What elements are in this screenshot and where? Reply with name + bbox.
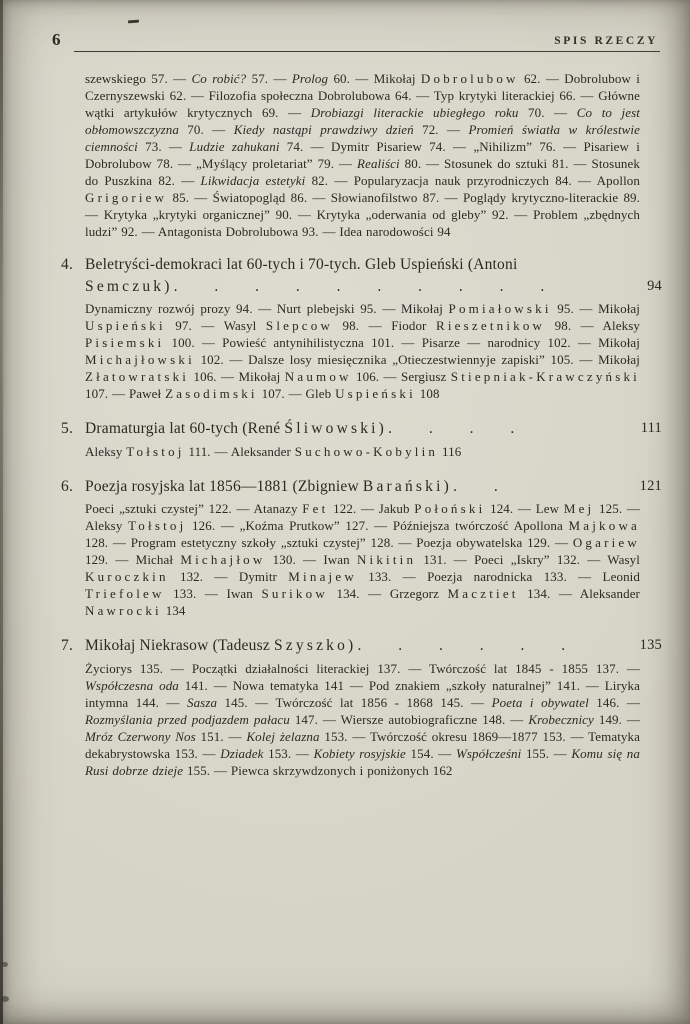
scan-speck	[2, 962, 8, 967]
entry-heading	[61, 418, 662, 440]
entry-page-number: 94	[647, 277, 662, 294]
entry-heading	[61, 635, 662, 657]
entry-details: Dynamiczny rozwój prozy 94. — Nurt plebejski 95. — Mikołaj Pomiałowski 95. — Mikołaj Uspieński 97. — Wasyl Slepcow 98. — Fiodor Rieszetnikow 98. — Aleksy Pisiemski 100. — Powieść antynihilistyczna 101. — Pisarze — narodnicy 102. — Mikołaj Michajłowski 102. — Dalsze losy miesięcznika „Otieczestwiennyje zapiski” 105. — Mikołaj Złatowratski 106. — Mikołaj Naumow 106. — Sergiusz Stiepniak-Krawczyński 107. — Paweł Zasodimski 107. — Gleb Uspieński 108	[85, 301, 640, 401]
entry-title: Beletryści-demokraci lat 60-tych i 70-tych. Gleb Uspieński (Antoni Semczuk)	[85, 256, 518, 295]
entry-details: Życiorys 135. — Początki działalności literackiej 137. — Twórczość lat 1845 - 1855 137. — Współczesna oda 141. — Nowa tematyka 141 — Pod znakiem „szkoły naturalnej” 141. — Liryka intymna 144. — Sasza 145. — Twórczość lat 1856 - 1868 145. — Poeta i obywatel 146. — Rozmyślania przed podjazdem pałacu 147. — Wiersze autobiograficzne 148. — Krobecznicy 149. — Mróz Czerwony Nos 151. — Kolej żelazna 153. — Twórczość okresu 1869—1877 153. — Tematyka dekabrystowska 153. — Dziadek 153. — Kobiety rosyjskie 154. — Współcześni 155. — Komu się na Rusi dobrze dzieje 155. — Piewca skrzywdzonych i poniżonych 162	[85, 660, 641, 778]
toc-entry	[61, 635, 662, 779]
dot-leader: . .	[453, 477, 499, 495]
toc-entry	[61, 476, 662, 620]
entry-page-number: 135	[639, 637, 662, 653]
entry-number: 5.	[61, 420, 74, 437]
dot-leader: . . . . . .	[357, 637, 567, 654]
entry-title: Mikołaj Niekrasow (Tadeusz Szyszko)	[85, 637, 358, 654]
entry-title: Poezja rosyjska lat 1856—1881 (Zbigniew Barański)	[85, 477, 454, 495]
entry-heading	[61, 476, 662, 498]
entry-number: 7.	[61, 637, 74, 654]
entry-page-number: 111	[640, 420, 662, 436]
folio-page-number: 6	[52, 30, 61, 49]
entry-page-number: 121	[639, 477, 662, 494]
entry-number: 4.	[61, 256, 74, 273]
entry-heading	[61, 254, 662, 297]
dot-leader: . . . . . . . . . .	[173, 277, 546, 295]
dot-leader: . . . .	[388, 420, 516, 437]
table-of-contents	[61, 70, 662, 779]
page-header	[52, 28, 660, 54]
chapter-continuation-text: szewskiego 57. — Co robić? 57. — Prolog 60. — Mikołaj Dobrolubow 62. — Dobrolubow i Czernyszewski 62. — Filozofia społeczna Dobrolubowa 64. — Typ krytyki literackiej 66. — Główne wątki artykułów krytycznych 69. — Drobiazgi literackie ubiegłego roku 70. — Co to jest obłomowszczyzna 70. — Kiedy nastąpi prawdziwy dzień 72. — Promień światła w królestwie ciemności 73. — Ludzie zahukani 74. — Dymitr Pisariew 74. — „Nihilizm” 76. — Pisariew i Dobrolubow 78. — „Myślący proletariat” 79. — Realiści 80. — Stosunek do sztuki 81. — Stosunek do Puszkina 82. — Likwidacja estetyki 82. — Popularyzacja nauk przyrodniczych 84. — Apollon Grigoriew 85. — Światopogląd 86. — Słowianofilstwo 87. — Poglądy krytyczno-literackie 89. — Krytyka „krytyki organicznej” 90. — Krytyka „oderwania od gleby” 92. — Problem „zbędnych ludzi” 92. — Antagonista Dobrolubowa 93. — Idea narodowości 94	[85, 71, 641, 239]
running-title: SPIS RZECZY	[554, 35, 658, 47]
entry-number: 6.	[61, 477, 74, 495]
header-rule	[74, 51, 660, 52]
scan-speck	[1, 996, 9, 1002]
scan-edge-shadow	[0, 0, 3, 1024]
scan-dash-artifact	[128, 20, 139, 24]
toc-entry	[61, 254, 662, 402]
toc-entry	[61, 418, 662, 460]
entry-details: Aleksy Tołstoj 111. — Aleksander Suchowo-Kobylin 116	[85, 443, 462, 459]
entry-title: Dramaturgia lat 60-tych (René Śliwowski)	[85, 420, 389, 437]
entry-details: Poeci „sztuki czystej” 122. — Atanazy Fet 122. — Jakub Połoński 124. — Lew Mej 125. — Aleksy Tołstoj 126. — „Koźma Prutkow” 127. — Późniejsza twórczość Apollona Majkowa 128. — Program estetyczny szkoły „sztuki czystej” 128. — Poezja obywatelska 129. — Ogariew 129. — Michał Michajłow 130. — Iwan Nikitin 131. — Poeci „Iskry” 132. — Wasyl Kuroczkin 132. — Dymitr Minajew 133. — Poezja narodnicka 133. — Leonid Triefolew 133. — Iwan Surikow 134. — Grzegorz Macztiet 134. — Aleksander Nawrocki 134	[85, 501, 640, 618]
